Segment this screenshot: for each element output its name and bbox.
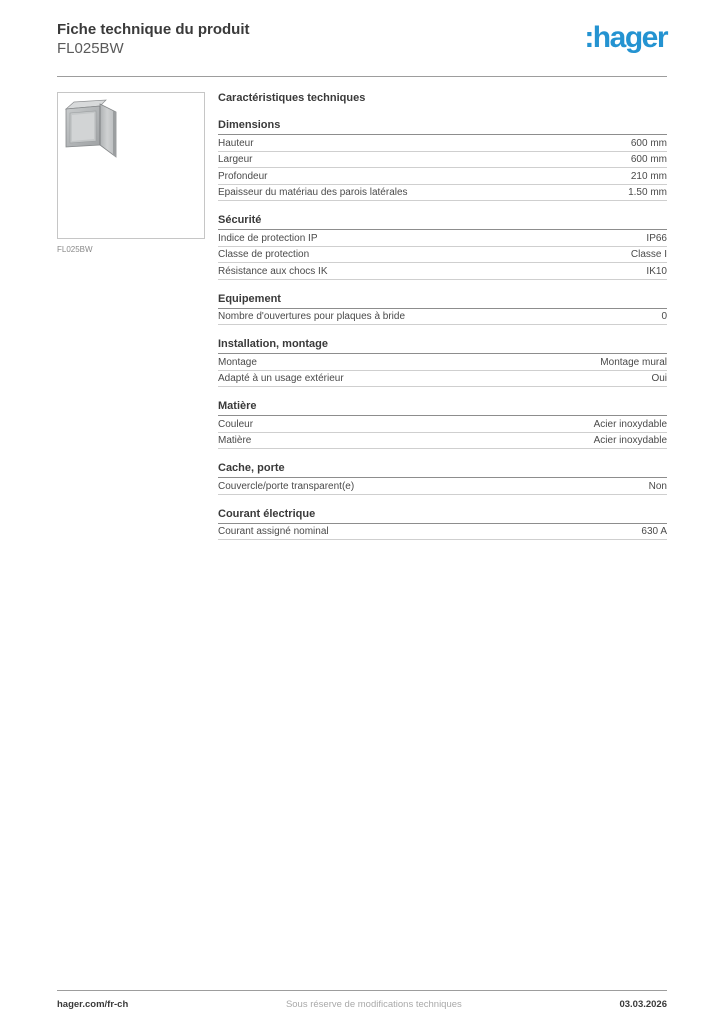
product-image-frame xyxy=(57,92,205,239)
spec-row-label: Indice de protection IP xyxy=(218,232,318,244)
spec-row xyxy=(218,247,667,264)
spec-row-value: 630 A xyxy=(641,526,667,537)
spec-section-title: Dimensions xyxy=(218,119,667,135)
spec-row xyxy=(218,185,667,202)
enclosure-product-image xyxy=(64,99,128,161)
footer-disclaimer: Sous réserve de modifications techniques xyxy=(285,999,462,1010)
spec-section xyxy=(218,214,667,280)
spec-row-label: Largeur xyxy=(218,154,253,165)
page-content xyxy=(57,0,667,553)
spec-row-value: Montage mural xyxy=(600,356,667,368)
spec-section xyxy=(218,119,667,201)
page-header xyxy=(57,0,667,77)
spec-row-label: Classe de protection xyxy=(218,249,310,260)
spec-row-value: 0 xyxy=(661,311,667,322)
spec-row xyxy=(218,354,667,371)
spec-row-label: Montage xyxy=(218,356,257,368)
spec-section-title: Courant électrique xyxy=(218,508,667,524)
spec-row-label: Profondeur xyxy=(218,170,268,182)
spec-row-value: Oui xyxy=(651,373,667,384)
spec-section-title: Installation, montage xyxy=(218,338,667,354)
footer-date: 03.03.2026 xyxy=(619,999,667,1010)
spec-section-title: Sécurité xyxy=(218,214,667,230)
spec-row xyxy=(218,309,667,326)
document-title: Fiche technique du produit xyxy=(57,21,250,38)
spec-row xyxy=(218,152,667,169)
spec-row xyxy=(218,524,667,541)
spec-row-value: 600 mm xyxy=(630,154,667,165)
page-footer xyxy=(57,990,667,1010)
spec-row-value: IP66 xyxy=(646,232,667,244)
spec-row-label: Couleur xyxy=(218,418,254,430)
spec-row xyxy=(218,371,667,388)
product-image-caption: FL025BW xyxy=(57,245,93,254)
spec-section-title: Cache, porte xyxy=(218,462,667,478)
spec-section-title: Equipement xyxy=(218,293,667,309)
spec-row-label: Courant assigné nominal xyxy=(218,526,329,537)
spec-section xyxy=(218,293,667,326)
hager-logo: :hager xyxy=(584,21,667,54)
spec-section xyxy=(218,462,667,495)
spec-row-value: IK10 xyxy=(646,265,667,277)
spec-row-value: 1.50 mm xyxy=(628,187,667,198)
product-image-column xyxy=(57,92,205,553)
spec-row-value: Acier inoxydable xyxy=(593,435,667,446)
spec-section xyxy=(218,400,667,449)
spec-row-label: Hauteur xyxy=(218,137,254,149)
spec-row xyxy=(218,263,667,280)
spec-section xyxy=(218,338,667,387)
spec-row-label: Résistance aux chocs IK xyxy=(218,265,328,277)
spec-row-value: Acier inoxydable xyxy=(593,418,667,430)
product-reference: FL025BW xyxy=(57,40,124,57)
spec-row xyxy=(218,135,667,152)
spec-row-label: Epaisseur du matériau des parois latérales xyxy=(218,187,408,198)
spec-row-value: 210 mm xyxy=(630,170,667,182)
spec-row-label: Matière xyxy=(218,435,252,446)
footer-website-link[interactable]: hager.com/fr-ch xyxy=(57,999,129,1010)
spec-section xyxy=(218,508,667,541)
spec-row-value: 600 mm xyxy=(630,137,667,149)
spec-section-title: Matière xyxy=(218,400,667,416)
spec-row-label: Nombre d'ouvertures pour plaques à bride xyxy=(218,311,406,322)
spec-row xyxy=(218,478,667,495)
spec-sections xyxy=(218,119,667,540)
spec-row-value: Non xyxy=(648,480,667,492)
spec-row-label: Adapté à un usage extérieur xyxy=(218,373,344,384)
spec-row xyxy=(218,168,667,185)
spec-row xyxy=(218,416,667,433)
main-area xyxy=(57,92,667,553)
spec-row xyxy=(218,230,667,247)
spec-row-label: Couvercle/porte transparent(e) xyxy=(218,480,355,492)
spec-row-value: Classe I xyxy=(630,249,667,260)
specifications-column xyxy=(218,92,667,553)
specifications-title: Caractéristiques techniques xyxy=(218,92,366,104)
spec-row xyxy=(218,433,667,450)
